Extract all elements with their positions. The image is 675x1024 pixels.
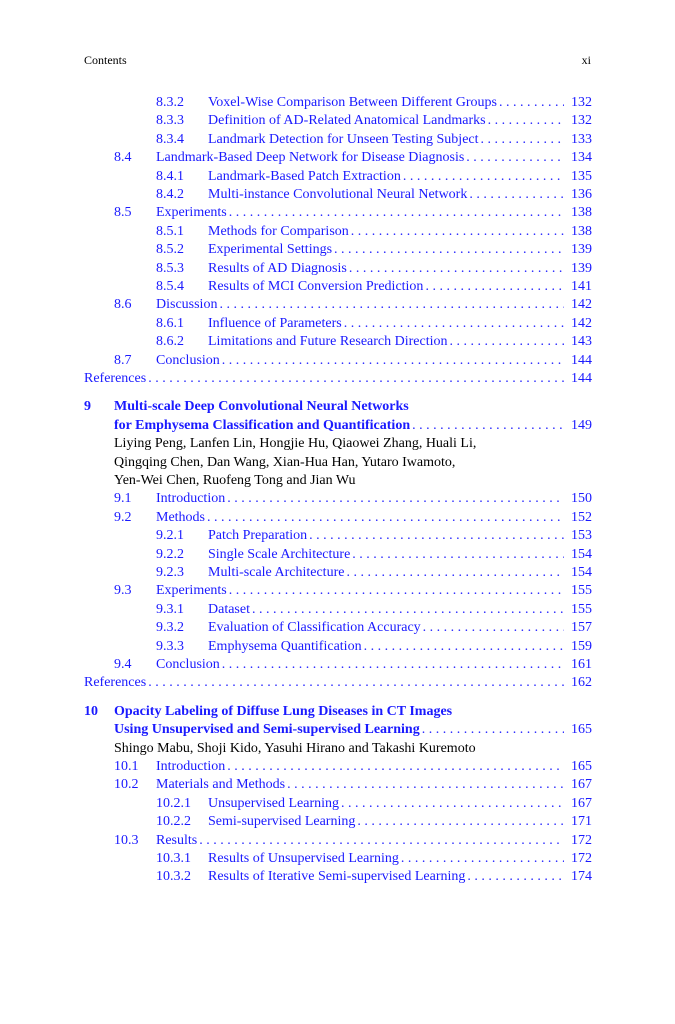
section-title: Experimental Settings [208, 242, 333, 258]
section-page-number: 153 [571, 528, 592, 544]
section-title: Evaluation of Classification Accuracy [208, 620, 421, 636]
section-page-number: 139 [571, 260, 592, 276]
chapter-page-number: 149 [571, 417, 592, 433]
dot-leader [287, 776, 564, 794]
dot-leader [341, 795, 564, 813]
dot-leader [227, 490, 564, 508]
dot-leader [199, 832, 564, 850]
dot-leader [469, 186, 564, 204]
dot-leader [222, 352, 564, 370]
section-title: Unsupervised Learning [208, 795, 340, 811]
toc-entry[interactable] [84, 112, 592, 130]
section-number: 9.2 [114, 509, 132, 525]
section-title: References [84, 371, 147, 386]
dot-leader [450, 333, 565, 351]
section-page-number: 142 [571, 315, 592, 331]
section-page-number: 138 [571, 205, 592, 221]
toc-entry[interactable] [84, 370, 592, 388]
section-page-number: 165 [571, 759, 592, 774]
section-number: 8.5.2 [156, 242, 184, 258]
section-number: 8.3.3 [156, 113, 184, 129]
section-number: 9.2.1 [156, 528, 184, 544]
section-title: Landmark Detection for Unseen Testing Subject [208, 131, 479, 147]
section-number: 8.6 [114, 297, 132, 313]
dot-leader [499, 94, 564, 112]
chapter-authors: Yen-Wei Chen, Ruofeng Tong and Jian Wu [114, 473, 356, 488]
toc-entry[interactable] [84, 315, 592, 333]
section-page-number: 155 [571, 583, 592, 599]
section-page-number: 167 [571, 795, 592, 811]
toc-entry[interactable] [84, 619, 592, 637]
section-number: 8.3.2 [156, 95, 184, 110]
section-page-number: 162 [571, 675, 592, 691]
section-title: Semi-supervised Learning [208, 814, 356, 830]
section-page-number: 133 [571, 131, 592, 147]
toc-entry[interactable] [84, 509, 592, 527]
toc-entry[interactable] [84, 527, 592, 545]
section-title: Multi-scale Architecture [208, 565, 345, 580]
section-title: Voxel-Wise Comparison Between Different Groups [208, 95, 497, 110]
section-number: 9.3.1 [156, 601, 184, 617]
section-page-number: 161 [571, 657, 592, 672]
dot-leader [401, 850, 564, 868]
chapter-number: 10 [84, 703, 98, 719]
section-title: Landmark-Based Deep Network for Disease Diagnosis [156, 150, 465, 166]
section-page-number: 167 [571, 777, 592, 793]
dot-leader [466, 149, 564, 167]
toc-entry[interactable] [84, 204, 592, 222]
section-number: 8.4.2 [156, 187, 184, 202]
chapter-title-line[interactable] [84, 417, 592, 435]
dot-leader [351, 223, 564, 241]
section-number: 10.2 [114, 777, 139, 793]
section-page-number: 144 [571, 352, 592, 368]
chapter-title-line[interactable] [84, 703, 592, 721]
section-title: Multi-instance Convolutional Neural Network [208, 187, 468, 202]
dot-leader [412, 417, 564, 435]
toc-entry[interactable] [84, 260, 592, 278]
dot-leader [425, 278, 564, 296]
section-title: Results of Unsupervised Learning [208, 851, 399, 866]
toc-entry[interactable] [84, 94, 592, 112]
dot-leader [227, 758, 564, 776]
section-title: Experiments [156, 583, 227, 599]
section-title: Definition of AD-Related Anatomical Landmarks [208, 113, 486, 129]
toc-entry[interactable] [84, 223, 592, 241]
dot-leader [364, 638, 564, 656]
toc-entry[interactable] [84, 564, 592, 582]
toc-entry[interactable] [84, 832, 592, 850]
section-title: Methods for Comparison [208, 223, 349, 239]
toc-entry[interactable] [84, 656, 592, 674]
toc-entry[interactable] [84, 582, 592, 600]
section-number: 9.1 [114, 491, 132, 507]
section-title: Experiments [156, 205, 227, 221]
chapter-title-line[interactable] [84, 721, 592, 739]
toc-entry[interactable] [84, 149, 592, 167]
dot-leader [488, 112, 564, 130]
section-page-number: 152 [571, 509, 592, 525]
section-title: Emphysema Quantification [208, 638, 362, 654]
toc-entry[interactable] [84, 674, 592, 692]
section-number: 10.3.2 [156, 869, 191, 885]
dot-leader [334, 241, 564, 259]
toc-entry[interactable] [84, 131, 592, 149]
dot-leader [467, 868, 564, 886]
section-number: 9.4 [114, 657, 132, 672]
section-number: 9.3 [114, 583, 132, 599]
page-number: xi [581, 53, 591, 67]
section-page-number: 135 [571, 168, 592, 184]
section-title: Discussion [156, 297, 218, 313]
chapter-page-number: 165 [571, 722, 592, 738]
section-number: 8.6.2 [156, 334, 184, 350]
section-number: 9.3.2 [156, 620, 184, 636]
section-number: 8.5.4 [156, 279, 184, 294]
dot-leader [219, 296, 564, 314]
chapter-number: 9 [84, 399, 91, 415]
dot-leader [207, 509, 564, 527]
toc-entry[interactable] [84, 638, 592, 656]
toc-entry[interactable] [84, 186, 592, 204]
dot-leader [148, 370, 564, 388]
dot-leader [252, 601, 564, 619]
section-title: Single Scale Architecture [208, 546, 351, 562]
running-header-left: Contents [84, 53, 127, 67]
section-page-number: 154 [571, 565, 592, 580]
section-number: 10.2.1 [156, 795, 191, 811]
toc-entry[interactable] [84, 758, 592, 776]
toc-entry[interactable] [84, 490, 592, 508]
section-number: 9.3.3 [156, 638, 184, 654]
toc-entry[interactable] [84, 352, 592, 370]
section-number: 9.2.3 [156, 565, 184, 580]
dot-leader [481, 131, 564, 149]
section-number: 8.5.3 [156, 260, 184, 276]
section-title: Dataset [208, 601, 250, 617]
dot-leader [423, 619, 564, 637]
chapter-title: Using Unsupervised and Semi-supervised Learning [114, 722, 420, 738]
section-title: References [84, 675, 147, 691]
toc-entry[interactable] [84, 296, 592, 314]
dot-leader [349, 260, 564, 278]
section-number: 8.5 [114, 205, 132, 221]
section-number: 8.7 [114, 352, 132, 368]
section-page-number: 172 [571, 832, 592, 848]
section-title: Limitations and Future Research Direction [208, 334, 448, 350]
dot-leader [148, 674, 564, 692]
chapter-title-line[interactable] [84, 398, 592, 416]
section-title: Landmark-Based Patch Extraction [208, 168, 401, 184]
dot-leader [229, 582, 564, 600]
chapter-authors: Shingo Mabu, Shoji Kido, Yasuhi Hirano and Takashi Kuremoto [114, 740, 476, 756]
dot-leader [344, 315, 564, 333]
section-page-number: 143 [571, 334, 592, 350]
dot-leader [357, 813, 564, 831]
section-page-number: 159 [571, 638, 592, 654]
section-page-number: 139 [571, 242, 592, 258]
chapter-title: Multi-scale Deep Convolutional Neural Networks [114, 399, 409, 415]
dot-leader [309, 527, 564, 545]
dot-leader [229, 204, 564, 222]
toc-entry[interactable] [84, 868, 592, 886]
section-number: 8.4 [114, 150, 132, 166]
section-number: 8.5.1 [156, 223, 184, 239]
section-title: Methods [156, 509, 205, 525]
section-page-number: 141 [571, 279, 592, 294]
dot-leader [352, 546, 564, 564]
chapter-title: for Emphysema Classification and Quantification [114, 417, 411, 433]
chapter-authors: Qingqing Chen, Dan Wang, Xian-Hua Han, Yutaro Iwamoto, [114, 454, 456, 470]
section-title: Conclusion [156, 657, 220, 672]
section-page-number: 144 [571, 371, 592, 386]
section-page-number: 138 [571, 223, 592, 239]
dot-leader [403, 168, 564, 186]
toc-entry[interactable] [84, 776, 592, 794]
section-title: Patch Preparation [208, 528, 308, 544]
section-title: Influence of Parameters [208, 315, 342, 331]
section-page-number: 172 [571, 851, 592, 866]
section-title: Results of Iterative Semi-supervised Learning [208, 869, 466, 885]
section-title: Materials and Methods [156, 777, 286, 793]
section-page-number: 132 [571, 95, 592, 110]
section-number: 8.4.1 [156, 168, 184, 184]
section-page-number: 136 [571, 187, 592, 202]
dot-leader [422, 721, 564, 739]
section-title: Introduction [156, 759, 226, 774]
toc-entry[interactable] [84, 813, 592, 831]
section-page-number: 154 [571, 546, 592, 562]
section-title: Results of MCI Conversion Prediction [208, 279, 424, 294]
toc-entry[interactable] [84, 333, 592, 351]
section-title: Results [156, 832, 198, 848]
section-page-number: 150 [571, 491, 592, 507]
dot-leader [222, 656, 564, 674]
section-number: 10.1 [114, 759, 139, 774]
toc-entry[interactable] [84, 168, 592, 186]
chapter-authors: Liying Peng, Lanfen Lin, Hongjie Hu, Qiaowei Zhang, Huali Li, [114, 436, 477, 452]
toc-entry[interactable] [84, 241, 592, 259]
toc-entry[interactable] [84, 278, 592, 296]
toc-entry[interactable] [84, 850, 592, 868]
section-number: 10.3.1 [156, 851, 191, 866]
section-number: 10.2.2 [156, 814, 191, 830]
section-page-number: 171 [571, 814, 592, 830]
section-number: 10.3 [114, 832, 139, 848]
section-number: 9.2.2 [156, 546, 184, 562]
toc-entry[interactable] [84, 546, 592, 564]
section-page-number: 157 [571, 620, 592, 636]
section-page-number: 132 [571, 113, 592, 129]
section-page-number: 134 [571, 150, 592, 166]
section-title: Results of AD Diagnosis [208, 260, 347, 276]
section-number: 8.6.1 [156, 315, 184, 331]
section-page-number: 142 [571, 297, 592, 313]
section-title: Conclusion [156, 352, 220, 368]
toc-entry[interactable] [84, 601, 592, 619]
chapter-title: Opacity Labeling of Diffuse Lung Diseases in CT Images [114, 703, 453, 719]
dot-leader [346, 564, 564, 582]
section-page-number: 174 [571, 869, 592, 885]
section-title: Introduction [156, 491, 226, 507]
section-number: 8.3.4 [156, 131, 184, 147]
toc-entry[interactable] [84, 795, 592, 813]
section-page-number: 155 [571, 601, 592, 617]
